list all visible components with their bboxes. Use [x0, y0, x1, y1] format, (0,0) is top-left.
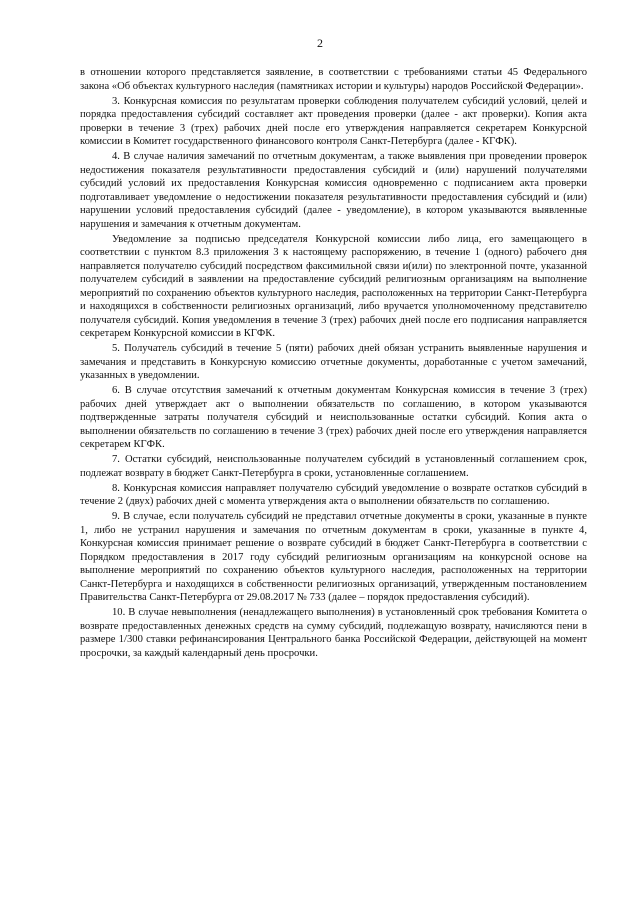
document-body: [80, 66, 587, 662]
paragraph-9-return-decision: 9. В случае, если получатель субсидий не представил отчетные документы в сроки, указанные в пункте 1, либо не устранил нарушения и замечания по отчетным документам в сроки, указанные в пункте 4, Конкурсная комиссия принимает решение о возврате субсидий в бюджет Санкт-Петербурга в соответствии с Порядком предоставления в 2017 году субсидий религиозным организациям на конкурсной основе на выполнение мероприятий по сохранению объектов культурного наследия, расположенных на территории Санкт-Петербурга и находящихся в собственности религиозных организаций, утвержденным постановлением Правительства Санкт-Петербурга от 29.08.2017 № 733 (далее – порядок предоставления субсидий).: [80, 511, 587, 603]
paragraph-4-remarks-notice: 4. В случае наличия замечаний по отчетным документам, а также выявления при проведении проверок недостижения показателя результативности предоставления субсидий и (или) нарушений получателями субсидий условий их предоставления Конкурсная комиссия одновременно с подписанием акта проверки подготавливает уведомление о недостижении показателя результативности предоставления субсидий и (или) нарушении условий предоставления субсидий (далее - уведомление), в котором указываются выявленные нарушения и замечания к отчетным документам.: [80, 151, 587, 230]
page-number: 2: [317, 36, 323, 50]
paragraph-5-corrections: 5. Получатель субсидий в течение 5 (пяти) рабочих дней обязан устранить выявленные нарушения и замечания и представить в Конкурсную комиссию отчетные документы, доработанные с учетом замечаний, указанных в уведомлении.: [80, 343, 587, 381]
paragraph-3-inspection-act: 3. Конкурсная комиссия по результатам проверки соблюдения получателем субсидий условий, целей и порядка предоставления субсидий составляет акт проведения проверки (далее - акт проверки). Копия акта проверки в течение 3 (трех) рабочих дней после его утверждения направляется секретарем Конкурсной комиссии в Комитет государственного финансового контроля Санкт-Петербурга (далее - КГФК).: [80, 95, 587, 147]
paragraph-continuation: в отношении которого представляется заявление, в соответствии с требованиями статьи 45 Федерального закона «Об объектах культурного наследия (памятниках истории и культуры) народов Российской Федерации».: [80, 67, 587, 92]
paragraph-6-fulfillment-act: 6. В случае отсутствия замечаний к отчетным документам Конкурсная комиссия в течение 3 (трех) рабочих дней утверждает акт о выполнении обязательств по соглашению, в котором указываются подтвержденные затраты получателя субсидий и неиспользованные остатки субсидий. Копия акта о выполнении обязательств по соглашению в течение 3 (трех) рабочих дней после его утверждения направляется секретарем КГФК.: [80, 385, 587, 450]
paragraph-10-penalties: 10. В случае невыполнения (ненадлежащего выполнения) в установленный срок требования Комитета о возврате предоставленных денежных средств на сумму субсидий, подлежащую возврату, начисляются пени в размере 1/300 ставки рефинансирования Центрального банка Российской Федерации, действующей на момент просрочки, за каждый календарный день просрочки.: [80, 607, 587, 659]
paragraph-8-return-notice: 8. Конкурсная комиссия направляет получателю субсидий уведомление о возврате остатков субсидий в течение 2 (двух) рабочих дней с момента утверждения акта о выполнении обязательств по соглашению.: [80, 482, 587, 507]
paragraph-notice-delivery: Уведомление за подписью председателя Конкурсной комиссии либо лица, его замещающего в соответствии с пунктом 8.3 приложения 3 к настоящему распоряжению, в течение 1 (одного) рабочего дня направляется получателю субсидий посредством факсимильной связи и(или) по электронной почте, указанной получателем субсидий в заявлении на предоставление субсидий религиозным организациям на выполнение мероприятий по сохранению объектов культурного наследия, расположенных на территории Санкт-Петербурга и находящихся в собственности религиозных организаций, либо вручается уполномоченному представителю получателя субсидий. Копия уведомления в течение 3 (трех) рабочих дней после его подписания направляется секретарем Конкурсной комиссии в КГФК.: [80, 233, 587, 339]
paragraph-7-unused-balances: 7. Остатки субсидий, неиспользованные получателем субсидий в установленный соглашением срок, подлежат возврату в бюджет Санкт-Петербурга в сроки, установленные соглашением.: [80, 454, 587, 479]
